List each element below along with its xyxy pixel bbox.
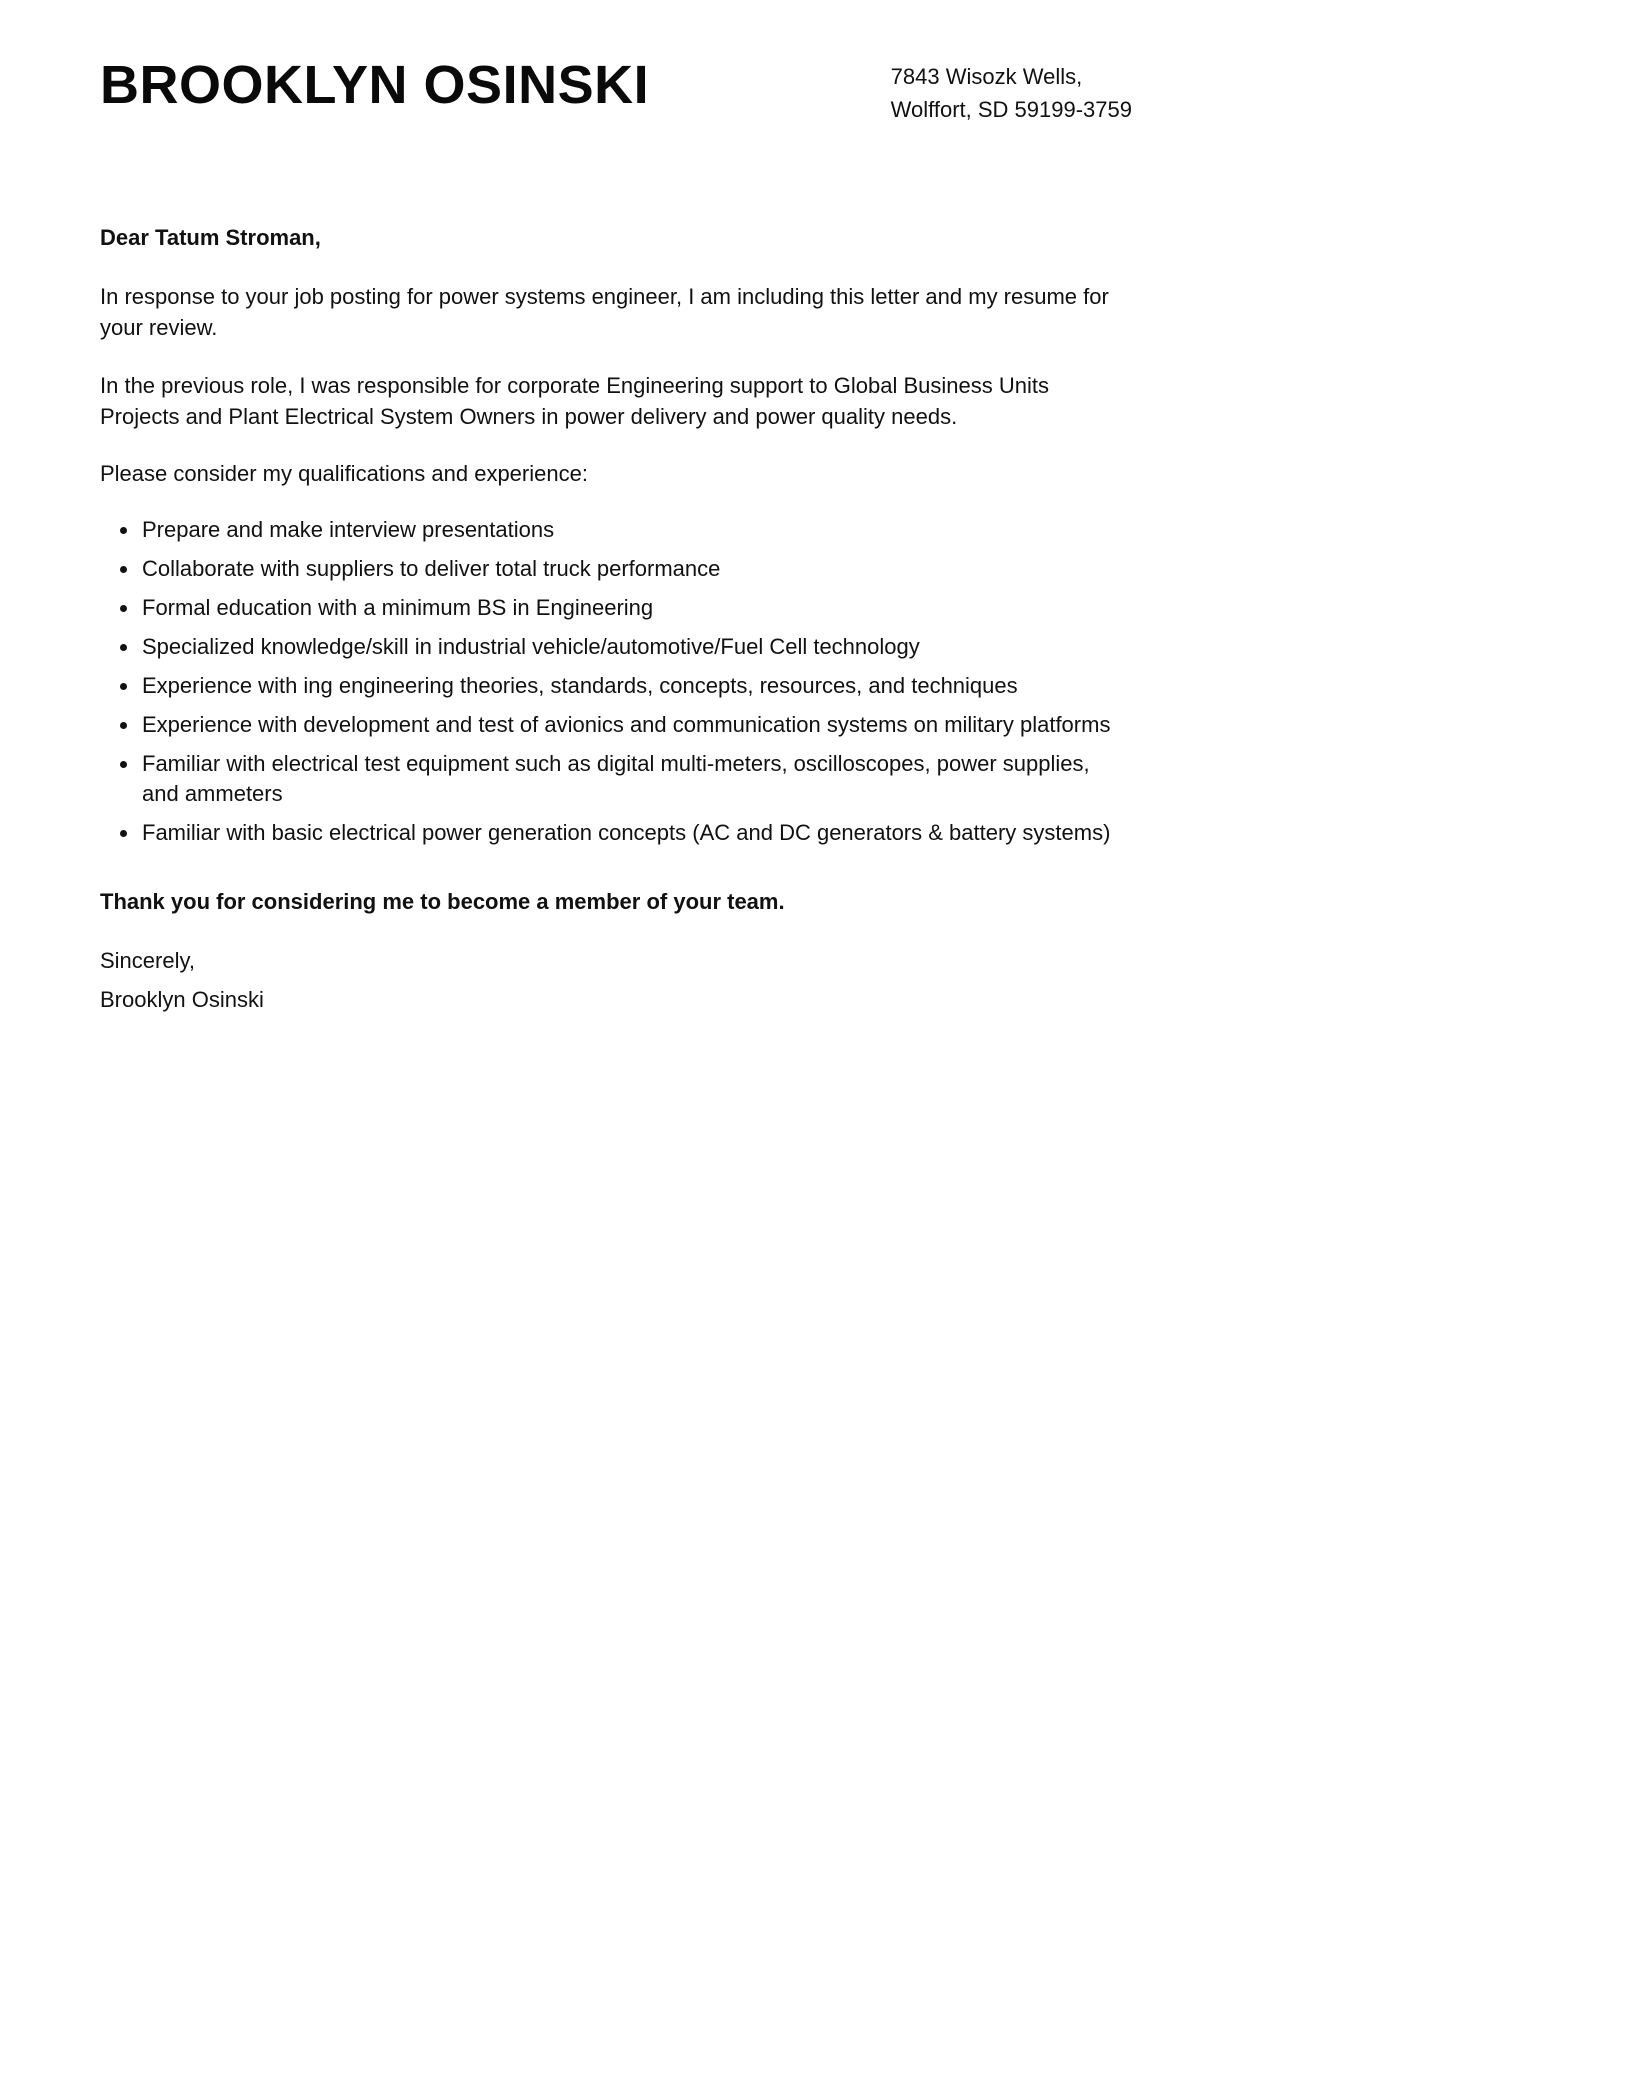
qualifications-list [100,515,1132,847]
letter-header [100,52,1132,126]
signoff: Sincerely, [100,947,195,973]
qualification-item: • Formal education with a minimum BS in Engineering [140,593,1132,623]
qualification-item: • Familiar with basic electrical power generation concepts (AC and DC generators & battery systems) [140,818,1132,848]
qualification-item: • Specialized knowledge/skill in industrial vehicle/automotive/Fuel Cell technology [140,632,1132,662]
paragraph-previous-role: In the previous role, I was responsible for corporate Engineering support to Global Business Units Projects and Plant Electrical System Owners in power delivery and power quality needs. [100,372,1049,429]
address-block [891,52,1132,126]
address-line-2: Wolffort, SD 59199-3759 [890,97,1132,122]
address-line-1: 7843 Wisozk Wells, [890,64,1083,89]
qualifications-intro: Please consider my qualifications and experience: [100,461,588,487]
applicant-name: BROOKLYN OSINSKI [100,55,650,115]
salutation: Dear Tatum Stroman, [100,225,321,250]
letter-body [100,222,1132,1015]
qualification-item: • Experience with ing engineering theories, standards, concepts, resources, and techniques [140,671,1132,701]
qualification-item: • Familiar with electrical test equipment such as digital multi-meters, oscilloscopes, power supplies, and ammeters [140,749,1132,809]
closing-thanks: Thank you for considering me to become a member of your team. [100,888,785,914]
qualification-item: • Collaborate with suppliers to deliver total truck performance [140,554,1132,584]
qualification-item: • Prepare and make interview presentations [140,515,1132,545]
qualification-item: • Experience with development and test of avionics and communication systems on military platforms [140,710,1132,740]
paragraph-intro: In response to your job posting for power systems engineer, I am including this letter and my resume for your review. [100,284,1109,341]
signature-name: Brooklyn Osinski [100,987,264,1013]
